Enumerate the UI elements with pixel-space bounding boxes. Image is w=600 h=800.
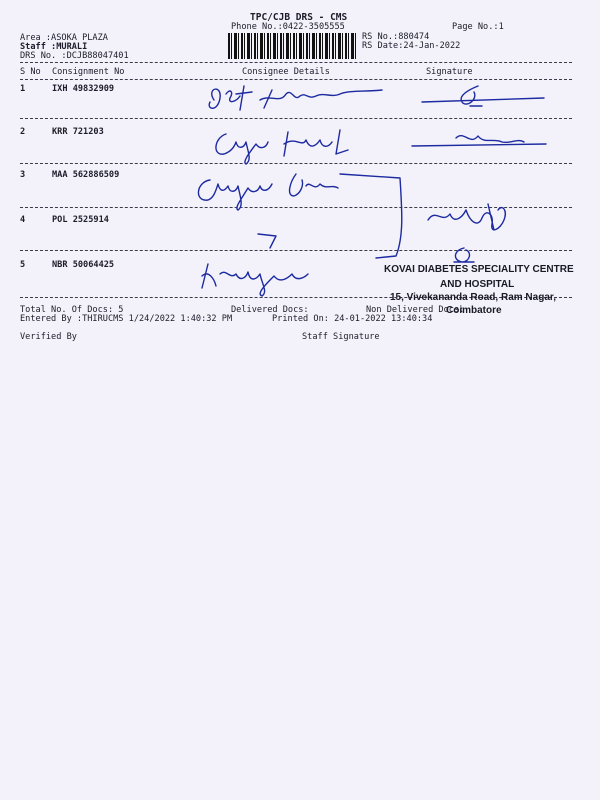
row-consignment: POL 2525914 <box>52 215 109 225</box>
staff-label: Staff :MURALI <box>20 42 88 52</box>
page-number: Page No.:1 <box>452 22 504 32</box>
handwritten-signature <box>210 126 360 166</box>
column-header-sno: S No <box>20 67 41 77</box>
divider <box>20 118 572 119</box>
handwritten-signature <box>200 82 390 114</box>
total-docs: Total No. Of Docs: 5 <box>20 305 124 315</box>
handwritten-signature <box>410 126 550 156</box>
row-consignment: NBR 50064425 <box>52 260 115 270</box>
entered-by: Entered By :THIRUCMS 1/24/2022 1:40:32 PM <box>20 314 233 324</box>
non-delivered-docs: Non Delivered Docs: <box>366 305 465 315</box>
stamp-line-1: KOVAI DIABETES SPECIALITY CENTRE <box>384 264 574 275</box>
row-sno: 5 <box>20 260 26 270</box>
row-consignment: MAA 562886509 <box>52 170 120 180</box>
row-sno: 4 <box>20 215 26 225</box>
handwritten-signature <box>250 228 290 254</box>
staff-signature-label: Staff Signature <box>302 332 380 342</box>
stamp-line-3: 15, Vivekananda Road, Ram Nagar, <box>390 292 557 303</box>
barcode-icon <box>228 33 356 59</box>
divider <box>20 79 572 80</box>
row-consignment: IXH 49832909 <box>52 84 115 94</box>
rs-number: RS No.:880474 <box>362 32 430 42</box>
area-label: Area :ASOKA PLAZA <box>20 33 108 43</box>
column-header-signature: Signature <box>426 67 473 77</box>
column-header-consignment: Consignment No <box>52 67 125 77</box>
delivered-docs: Delivered Docs: <box>231 305 309 315</box>
divider <box>20 62 572 63</box>
row-sno: 2 <box>20 127 26 137</box>
row-sno: 3 <box>20 170 26 180</box>
row-sno: 1 <box>20 84 26 94</box>
document-title: TPC/CJB DRS - CMS <box>250 12 348 23</box>
handwritten-signature <box>196 258 326 298</box>
stamp-line-2: AND HOSPITAL <box>440 279 515 290</box>
row-consignment: KRR 721203 <box>52 127 104 137</box>
handwritten-signature <box>190 170 410 260</box>
handwritten-signature <box>420 82 550 112</box>
verified-by: Verified By <box>20 332 77 342</box>
phone-number: Phone No.:0422-3505555 <box>231 22 345 32</box>
handwritten-signature <box>420 200 520 240</box>
drs-number: DRS No. :DCJB88047401 <box>20 51 129 61</box>
printed-on: Printed On: 24-01-2022 13:40:34 <box>272 314 433 324</box>
column-header-consignee: Consignee Details <box>242 67 330 77</box>
stamp-line-4: Coimbatore <box>446 305 502 316</box>
rs-date: RS Date:24-Jan-2022 <box>362 41 461 51</box>
